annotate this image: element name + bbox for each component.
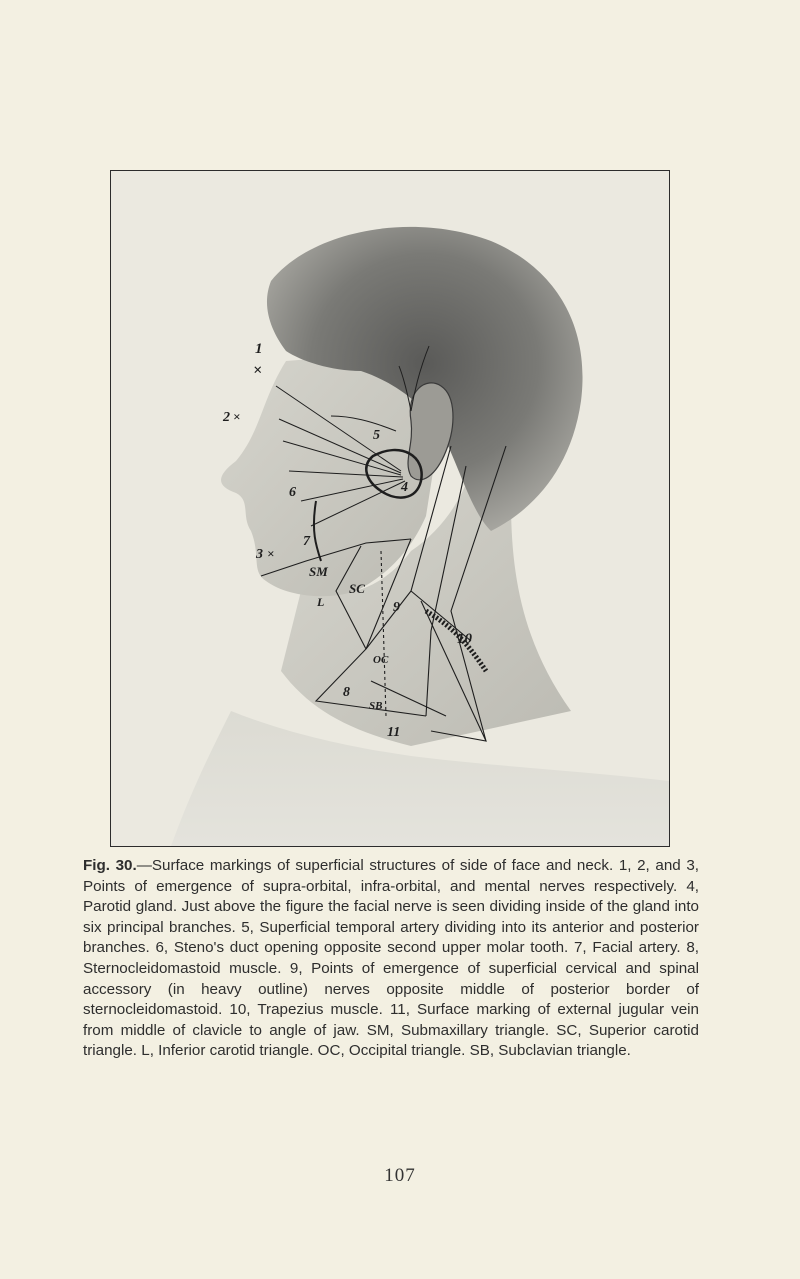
label-oc: OC	[373, 654, 389, 666]
figure-number: Fig. 30.	[83, 857, 137, 874]
label-8: 8	[343, 685, 350, 700]
label-sm: SM	[309, 564, 328, 579]
label-5: 5	[373, 428, 380, 443]
anatomy-illustration	[111, 171, 669, 846]
label-l: L	[317, 595, 325, 609]
page-number: 107	[384, 1165, 416, 1186]
marker-1: ×	[253, 362, 263, 379]
label-11: 11	[387, 725, 401, 740]
label-3: 3	[256, 547, 263, 562]
caption-text: —Surface markings of superficial structures of side of face and neck. 1, 2, and 3, Points of emergence of supra-orbital, infra-orbital, and mental nerves respectively. 4, Parotid gland. Just above the figure the facial nerve is seen dividing inside of the gland into six principal branches. 5, Superficial temporal artery dividing into its anterior and posterior branches. 6, Steno's duct opening opposite second upper molar tooth. 7, Facial artery. 8, Sternocleidomastoid muscle. 9, Points of emergence of superficial cervical and spinal accessory (in heavy outline) nerves opposite middle of posterior border of sternocleidomastoid. 10, Trapezius muscle. 11, Surface marking of external jugular vein from middle of clavicle to angle of jaw. SM, Submaxillary triangle. SC, Superior carotid triangle. L, Inferior carotid triangle. OC, Occipital triangle. SB, Subclavian triangle.	[83, 857, 699, 1060]
label-6: 6	[289, 485, 296, 500]
marker-2: ×	[233, 409, 241, 424]
label-1: 1	[255, 341, 263, 357]
label-4: 4	[401, 480, 408, 495]
label-sc: SC	[349, 581, 365, 596]
label-7: 7	[303, 534, 310, 549]
figure-caption	[83, 856, 699, 1062]
marker-3: ×	[267, 546, 275, 561]
figure-plate	[110, 170, 670, 847]
label-2: 2	[223, 410, 230, 425]
label-10: 10	[457, 631, 472, 647]
label-9: 9	[393, 600, 400, 615]
label-sb: SB	[369, 700, 383, 712]
